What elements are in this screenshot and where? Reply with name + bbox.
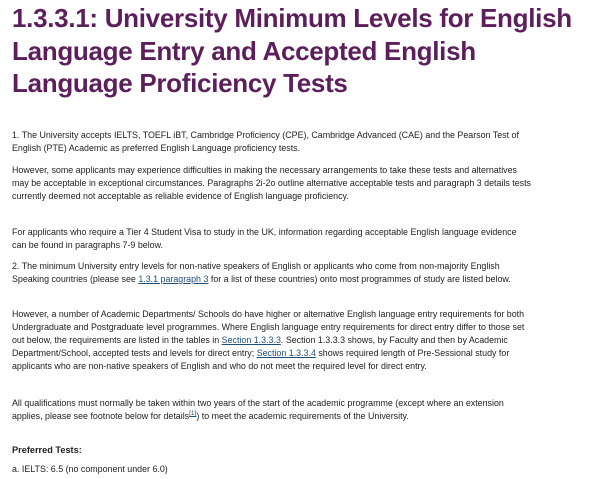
footnote-link[interactable]: [1] <box>189 410 197 418</box>
paragraph-1: 1. The University accepts IELTS, TOEFL iBT, Cambridge Proficiency (CPE), Cambridge Advanced (CAE) and the Pearson Test of English (PTE) Academic as preferred English Language proficiency tests. <box>12 130 519 153</box>
paragraph-6-text-b: ) to meet the academic requirements of the University. <box>196 411 409 421</box>
paragraph-6 <box>12 397 532 423</box>
list-item-ielts: a. IELTS: 6.5 (no component under 6.0) <box>12 464 168 474</box>
paragraph-5-text-c: shows required length of Pre-Sessional study for applicants who are non-native speakers of English and who do not meet the required level for direct entry. <box>12 348 510 371</box>
paragraph-3: For applicants who require a Tier 4 Student Visa to study in the UK, information regarding acceptable English language evidence can be found in paragraphs 7-9 below. <box>12 227 517 250</box>
paragraph-5-text-b: . Section 1.3.3.3 shows, by Faculty and then by Academic Department/School, accepted tests and levels for direct entry; <box>12 335 508 358</box>
paragraph-4-text-a: 2. The minimum University entry levels for non-native speakers of English or applicants who come from non-majority English Speaking countries (please see <box>12 261 500 284</box>
paragraph-4-text-b: for a list of these countries) onto most programmes of study are listed below. <box>208 274 511 284</box>
preferred-tests-heading: Preferred Tests: <box>12 445 82 455</box>
paragraph-4 <box>12 260 532 286</box>
link-1-3-1-paragraph-3[interactable]: 1.3.1 paragraph 3 <box>138 274 209 284</box>
paragraph-5-text-a: However, a number of Academic Departments/ Schools do have higher or alternative English language entry requirements for both Undergraduate and Postgraduate level programmes. Where English language entry requirements for direct entry differ to those set out below, the requirements are listed in the tables in <box>12 309 525 345</box>
link-section-1-3-3-4[interactable]: Section 1.3.3.4 <box>256 348 316 358</box>
paragraph-6-text-a: All qualifications must normally be taken within two years of the start of the academic programme (except where an extension applies, please see footnote below for details <box>12 398 504 421</box>
paragraph-5 <box>12 308 532 373</box>
link-section-1-3-3-3[interactable]: Section 1.3.3.3 <box>221 335 281 345</box>
page-title: 1.3.3.1: University Minimum Levels for English Language Entry and Accepted English Language Proficiency Tests <box>12 3 572 98</box>
paragraph-2: However, some applicants may experience difficulties in making the necessary arrangements to take these tests and alternatives may be acceptable in exceptional circumstances. Paragraphs 2i-2o outline alternative acceptable tests and paragraph 3 details tests currently deemed not acceptable as reliable evidence of English language proficiency. <box>12 165 531 201</box>
